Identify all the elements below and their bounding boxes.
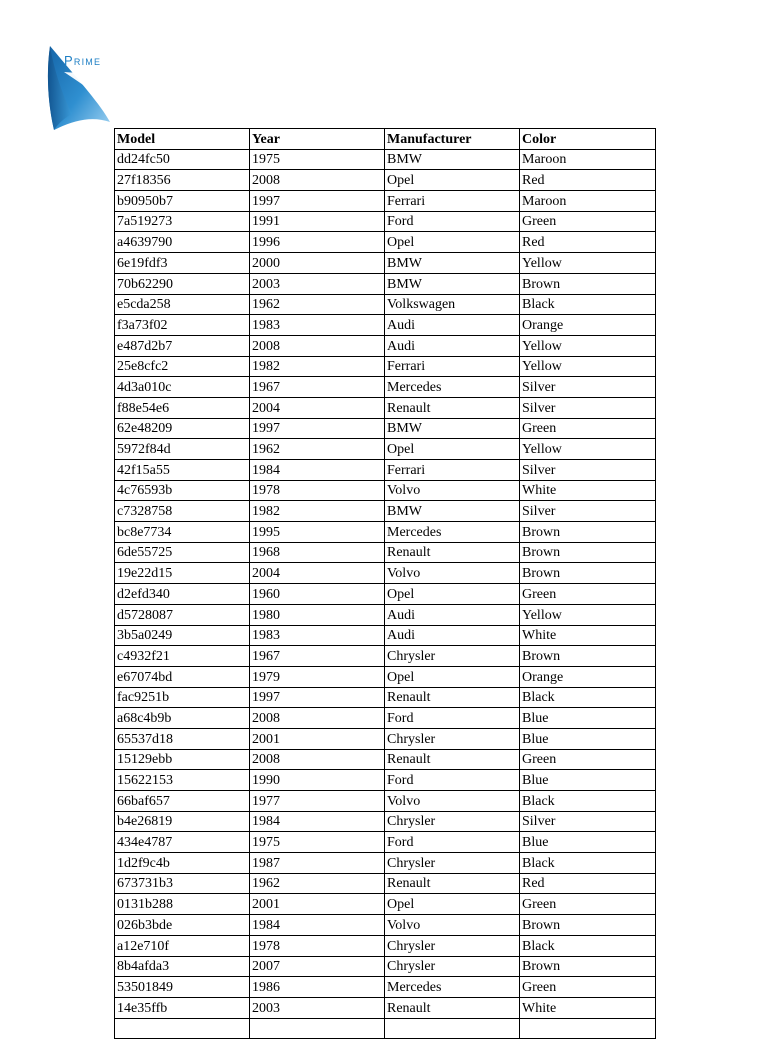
cell-color: Yellow xyxy=(520,335,656,356)
table-row xyxy=(115,460,656,481)
cell-year: 1997 xyxy=(250,418,385,439)
cell-manufacturer: BMW xyxy=(385,501,520,522)
cell-model: 25e8cfc2 xyxy=(115,356,250,377)
cell-color: Brown xyxy=(520,542,656,563)
cell-manufacturer: Ford xyxy=(385,211,520,232)
table-row xyxy=(115,646,656,667)
cell-model: a12e710f xyxy=(115,935,250,956)
cell-model: 14e35ffb xyxy=(115,997,250,1018)
cell-year: 1991 xyxy=(250,211,385,232)
cell-year: 1983 xyxy=(250,625,385,646)
cell-color: White xyxy=(520,480,656,501)
cell-model: 4d3a010c xyxy=(115,377,250,398)
cell-model: e67074bd xyxy=(115,666,250,687)
cell-year: 1997 xyxy=(250,687,385,708)
cell-color: White xyxy=(520,997,656,1018)
table-row xyxy=(115,749,656,770)
table-header-row xyxy=(115,129,656,150)
cell-year: 1962 xyxy=(250,439,385,460)
cell-color: Brown xyxy=(520,273,656,294)
cell-color: Black xyxy=(520,791,656,812)
cell-color: Blue xyxy=(520,708,656,729)
cell-year: 1982 xyxy=(250,501,385,522)
cell-model: 62e48209 xyxy=(115,418,250,439)
table-row xyxy=(115,811,656,832)
cell-model: 7a519273 xyxy=(115,211,250,232)
cell-manufacturer: BMW xyxy=(385,418,520,439)
cell-manufacturer: Renault xyxy=(385,873,520,894)
cell-model: c7328758 xyxy=(115,501,250,522)
cell-model: 6e19fdf3 xyxy=(115,253,250,274)
cell-model: e487d2b7 xyxy=(115,335,250,356)
cell-color: Red xyxy=(520,170,656,191)
cell-model: d2efd340 xyxy=(115,584,250,605)
cell-year: 2001 xyxy=(250,894,385,915)
table-row xyxy=(115,439,656,460)
table-row xyxy=(115,853,656,874)
cell-color: Green xyxy=(520,418,656,439)
cell-year: 1977 xyxy=(250,791,385,812)
table-row xyxy=(115,997,656,1018)
cell-color: Green xyxy=(520,894,656,915)
cell-year: 1996 xyxy=(250,232,385,253)
table-row xyxy=(115,294,656,315)
table-row xyxy=(115,170,656,191)
cell-manufacturer: Volvo xyxy=(385,563,520,584)
table-body xyxy=(115,149,656,1039)
table-row xyxy=(115,397,656,418)
cell-year: 1968 xyxy=(250,542,385,563)
cell-manufacturer: BMW xyxy=(385,253,520,274)
cell-model: dd24fc50 xyxy=(115,149,250,170)
cell-model: 1d2f9c4b xyxy=(115,853,250,874)
cell-year: 2004 xyxy=(250,563,385,584)
cell-year: 1962 xyxy=(250,294,385,315)
cell-color: Black xyxy=(520,687,656,708)
cell-manufacturer: Audi xyxy=(385,604,520,625)
cell-color: Black xyxy=(520,294,656,315)
cell-year: 2003 xyxy=(250,997,385,1018)
cell-model: 026b3bde xyxy=(115,915,250,936)
table-row xyxy=(115,563,656,584)
cell-model: 15622153 xyxy=(115,770,250,791)
cell-model: 42f15a55 xyxy=(115,460,250,481)
table-row xyxy=(115,728,656,749)
cell-model: 15129ebb xyxy=(115,749,250,770)
table-row xyxy=(115,832,656,853)
cell-year: 1982 xyxy=(250,356,385,377)
cell-manufacturer: Volkswagen xyxy=(385,294,520,315)
cell-model: 3b5a0249 xyxy=(115,625,250,646)
cars-table xyxy=(114,128,656,1039)
table-row xyxy=(115,687,656,708)
cell-year: 1986 xyxy=(250,977,385,998)
table-row xyxy=(115,1018,656,1039)
cell-manufacturer: Renault xyxy=(385,997,520,1018)
cell-manufacturer: BMW xyxy=(385,273,520,294)
cell-color: Silver xyxy=(520,397,656,418)
cell-color: Black xyxy=(520,853,656,874)
cell-model: f3a73f02 xyxy=(115,315,250,336)
table-row xyxy=(115,584,656,605)
cell-color: White xyxy=(520,625,656,646)
table-row xyxy=(115,604,656,625)
table-row xyxy=(115,315,656,336)
cell-color: Yellow xyxy=(520,604,656,625)
table-row xyxy=(115,542,656,563)
cell-manufacturer: Opel xyxy=(385,439,520,460)
cell-model: bc8e7734 xyxy=(115,522,250,543)
cell-model: d5728087 xyxy=(115,604,250,625)
cell-color: Orange xyxy=(520,315,656,336)
prime-logo xyxy=(44,44,144,134)
table-row xyxy=(115,977,656,998)
cell-year: 1978 xyxy=(250,480,385,501)
column-header-model: Model xyxy=(115,129,250,150)
cell-model: 434e4787 xyxy=(115,832,250,853)
cell-year: 1983 xyxy=(250,315,385,336)
cell-color: Brown xyxy=(520,563,656,584)
cell-color: Brown xyxy=(520,956,656,977)
cell-model: e5cda258 xyxy=(115,294,250,315)
table-row xyxy=(115,480,656,501)
cell-year: 1975 xyxy=(250,149,385,170)
cell-model: a4639790 xyxy=(115,232,250,253)
cell-year: 2004 xyxy=(250,397,385,418)
cell-color: Red xyxy=(520,232,656,253)
cell-color: Silver xyxy=(520,460,656,481)
cell-color: Maroon xyxy=(520,191,656,212)
cell-year: 2003 xyxy=(250,273,385,294)
cell-manufacturer: Ferrari xyxy=(385,191,520,212)
cell-manufacturer: Renault xyxy=(385,749,520,770)
cell-model: 65537d18 xyxy=(115,728,250,749)
cell-manufacturer: Volvo xyxy=(385,915,520,936)
cell-model: 27f18356 xyxy=(115,170,250,191)
column-header-color: Color xyxy=(520,129,656,150)
cell-manufacturer: Renault xyxy=(385,397,520,418)
cell-manufacturer: Chrysler xyxy=(385,646,520,667)
cell-manufacturer xyxy=(385,1018,520,1039)
cell-color: Green xyxy=(520,211,656,232)
cell-color: Green xyxy=(520,584,656,605)
cell-manufacturer: Mercedes xyxy=(385,522,520,543)
cell-manufacturer: Mercedes xyxy=(385,377,520,398)
table-row xyxy=(115,894,656,915)
cell-year: 1984 xyxy=(250,915,385,936)
cell-year: 2007 xyxy=(250,956,385,977)
cell-manufacturer: Opel xyxy=(385,894,520,915)
table-row xyxy=(115,253,656,274)
cell-color: Blue xyxy=(520,832,656,853)
cell-year: 1984 xyxy=(250,811,385,832)
table-row xyxy=(115,935,656,956)
cell-model: b4e26819 xyxy=(115,811,250,832)
cell-manufacturer: Chrysler xyxy=(385,956,520,977)
logo-text: Prime xyxy=(64,53,102,68)
cell-model: c4932f21 xyxy=(115,646,250,667)
table-row xyxy=(115,625,656,646)
table-row xyxy=(115,232,656,253)
cell-manufacturer: Chrysler xyxy=(385,853,520,874)
cell-model: 70b62290 xyxy=(115,273,250,294)
table-row xyxy=(115,770,656,791)
cell-model xyxy=(115,1018,250,1039)
table-row xyxy=(115,273,656,294)
cell-manufacturer: Opel xyxy=(385,170,520,191)
cell-manufacturer: Ford xyxy=(385,770,520,791)
cell-manufacturer: Mercedes xyxy=(385,977,520,998)
cell-year xyxy=(250,1018,385,1039)
cell-year: 2000 xyxy=(250,253,385,274)
cell-year: 1975 xyxy=(250,832,385,853)
cell-color: Maroon xyxy=(520,149,656,170)
cell-manufacturer: Chrysler xyxy=(385,935,520,956)
cell-model: a68c4b9b xyxy=(115,708,250,729)
cell-year: 1987 xyxy=(250,853,385,874)
cell-manufacturer: Opel xyxy=(385,232,520,253)
table-row xyxy=(115,335,656,356)
table-row xyxy=(115,356,656,377)
cell-year: 2008 xyxy=(250,170,385,191)
cell-color: Yellow xyxy=(520,253,656,274)
cell-manufacturer: Renault xyxy=(385,542,520,563)
cell-year: 1967 xyxy=(250,646,385,667)
table-row xyxy=(115,418,656,439)
cell-color: Silver xyxy=(520,377,656,398)
cell-color: Green xyxy=(520,749,656,770)
cell-manufacturer: Ferrari xyxy=(385,356,520,377)
table-row xyxy=(115,522,656,543)
cell-manufacturer: Ferrari xyxy=(385,460,520,481)
cell-year: 1979 xyxy=(250,666,385,687)
cell-manufacturer: Opel xyxy=(385,584,520,605)
cell-color: Yellow xyxy=(520,439,656,460)
cell-color: Brown xyxy=(520,646,656,667)
cell-year: 1962 xyxy=(250,873,385,894)
cell-year: 1990 xyxy=(250,770,385,791)
cell-year: 1978 xyxy=(250,935,385,956)
cell-year: 1960 xyxy=(250,584,385,605)
cell-model: 5972f84d xyxy=(115,439,250,460)
cell-year: 1980 xyxy=(250,604,385,625)
cell-color: Black xyxy=(520,935,656,956)
table-row xyxy=(115,501,656,522)
cell-color: Blue xyxy=(520,770,656,791)
cell-color: Brown xyxy=(520,915,656,936)
cell-model: 53501849 xyxy=(115,977,250,998)
cell-manufacturer: Audi xyxy=(385,625,520,646)
cell-manufacturer: Opel xyxy=(385,666,520,687)
cell-manufacturer: BMW xyxy=(385,149,520,170)
cell-manufacturer: Volvo xyxy=(385,480,520,501)
cell-model: 6de55725 xyxy=(115,542,250,563)
table-row xyxy=(115,191,656,212)
cell-year: 2008 xyxy=(250,335,385,356)
cell-manufacturer: Renault xyxy=(385,687,520,708)
cell-color xyxy=(520,1018,656,1039)
cell-year: 2008 xyxy=(250,749,385,770)
cell-manufacturer: Ford xyxy=(385,832,520,853)
cell-year: 2001 xyxy=(250,728,385,749)
cell-model: fac9251b xyxy=(115,687,250,708)
table-row xyxy=(115,149,656,170)
cell-color: Silver xyxy=(520,501,656,522)
column-header-manufacturer: Manufacturer xyxy=(385,129,520,150)
cell-manufacturer: Chrysler xyxy=(385,728,520,749)
cell-color: Silver xyxy=(520,811,656,832)
cell-model: 66baf657 xyxy=(115,791,250,812)
table-row xyxy=(115,377,656,398)
cell-model: b90950b7 xyxy=(115,191,250,212)
cell-manufacturer: Audi xyxy=(385,315,520,336)
cell-color: Orange xyxy=(520,666,656,687)
table-row xyxy=(115,956,656,977)
table-row xyxy=(115,791,656,812)
column-header-year: Year xyxy=(250,129,385,150)
cell-year: 1995 xyxy=(250,522,385,543)
table-row xyxy=(115,915,656,936)
cell-manufacturer: Audi xyxy=(385,335,520,356)
cell-model: 4c76593b xyxy=(115,480,250,501)
cell-color: Brown xyxy=(520,522,656,543)
cell-model: 8b4afda3 xyxy=(115,956,250,977)
table-row xyxy=(115,873,656,894)
cell-manufacturer: Chrysler xyxy=(385,811,520,832)
cell-model: 673731b3 xyxy=(115,873,250,894)
cell-manufacturer: Volvo xyxy=(385,791,520,812)
table-row xyxy=(115,211,656,232)
cell-year: 1984 xyxy=(250,460,385,481)
table-row xyxy=(115,708,656,729)
cell-year: 2008 xyxy=(250,708,385,729)
cell-model: 19e22d15 xyxy=(115,563,250,584)
cell-color: Red xyxy=(520,873,656,894)
cell-model: f88e54e6 xyxy=(115,397,250,418)
cell-model: 0131b288 xyxy=(115,894,250,915)
cell-year: 1967 xyxy=(250,377,385,398)
cell-color: Green xyxy=(520,977,656,998)
cell-year: 1997 xyxy=(250,191,385,212)
cell-color: Blue xyxy=(520,728,656,749)
cell-color: Yellow xyxy=(520,356,656,377)
cell-manufacturer: Ford xyxy=(385,708,520,729)
table-row xyxy=(115,666,656,687)
